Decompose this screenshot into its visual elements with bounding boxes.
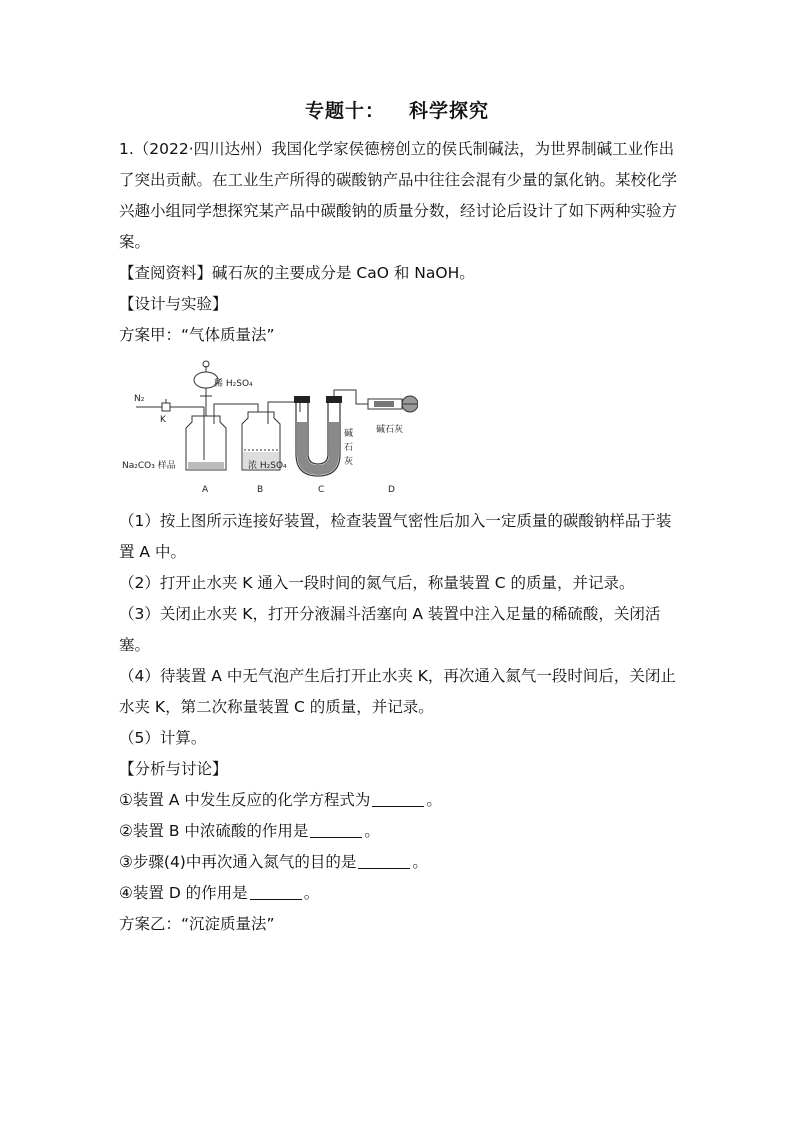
sample-label: Na₂CO₃ 样品 xyxy=(122,461,176,471)
analysis-item-3-text: ③步骤(4)中再次通入氮气的目的是 xyxy=(119,853,357,871)
design-heading: 【设计与实验】 xyxy=(119,295,228,313)
analysis-item-1-text: ①装置 A 中发生反应的化学方程式为 xyxy=(119,791,371,809)
analysis-item-2 xyxy=(119,816,679,847)
conc-acid-label: 浓 H₂SO₄ xyxy=(248,461,287,471)
info-line: 【查阅资料】碱石灰的主要成分是 CaO 和 NaOH。 xyxy=(119,264,475,282)
label-c: C xyxy=(318,485,325,495)
label-a: A xyxy=(202,485,209,495)
analysis-item-1 xyxy=(119,785,679,816)
step-1: （1）按上图所示连接好装置，检查装置气密性后加入一定质量的碳酸钠样品于装置 A 中。 xyxy=(119,512,672,561)
analysis-item-3 xyxy=(119,847,679,878)
step-2: （2）打开止水夹 K 通入一段时间的氮气后，称量装置 C 的质量，并记录。 xyxy=(119,574,635,592)
step-4: （4）待装置 A 中无气泡产生后打开止水夹 K，再次通入氮气一段时间后，关闭止水夹 K，第二次称量装置 C 的质量，并记录。 xyxy=(119,667,676,716)
page-title xyxy=(0,96,794,123)
k-label: K xyxy=(160,415,166,425)
flask-a-icon xyxy=(186,416,226,470)
question-intro: 1.（2022·四川达州）我国化学家侯德榜创立的侯氏制碱法，为世界制碱工业作出了突出贡献。在工业生产所得的碳酸钠产品中往往会混有少量的氯化钠。某校化学兴趣小组同学想探究某产品中碳酸钠的质量分数，经讨论后设计了如下两种实验方案。 xyxy=(119,140,678,251)
question-body xyxy=(119,134,679,940)
analysis-heading: 【分析与讨论】 xyxy=(119,760,228,778)
dilute-acid-label: 稀 H₂SO₄ xyxy=(214,379,253,389)
analysis-item-2-text: ②装置 B 中浓硫酸的作用是 xyxy=(119,822,309,840)
title-part2: 科学探究 xyxy=(409,100,490,122)
step-3: （3）关闭止水夹 K，打开分液漏斗活塞向 A 装置中注入足量的稀硫酸，关闭活塞。 xyxy=(119,605,661,654)
analysis-item-4 xyxy=(119,878,679,909)
answer-blank[interactable] xyxy=(372,790,424,807)
title-part1: 专题十： xyxy=(304,100,385,122)
analysis-item-3-end: 。 xyxy=(412,853,428,871)
answer-blank[interactable] xyxy=(310,821,362,838)
answer-blank[interactable] xyxy=(358,852,410,869)
analysis-item-1-end: 。 xyxy=(426,791,442,809)
apparatus-diagram xyxy=(118,352,418,498)
valve-k-icon xyxy=(162,403,170,411)
analysis-item-4-text: ④装置 D 的作用是 xyxy=(119,884,248,902)
plan-a-line: 方案甲：“气体质量法” xyxy=(119,326,275,344)
label-d: D xyxy=(388,485,395,495)
answer-blank[interactable] xyxy=(250,883,302,900)
analysis-item-4-end: 。 xyxy=(303,884,320,902)
n2-label: N₂ xyxy=(134,394,145,404)
lime-c-label-3: 灰 xyxy=(344,457,354,467)
label-b: B xyxy=(257,485,264,495)
lime-c-label-2: 石 xyxy=(344,443,354,453)
step-5: （5）计算。 xyxy=(119,729,207,747)
analysis-item-2-end: 。 xyxy=(364,822,380,840)
lime-d-label: 碱石灰 xyxy=(376,425,404,435)
plan-b-line: 方案乙：“沉淀质量法” xyxy=(119,915,275,933)
lime-c-label-1: 碱 xyxy=(344,429,354,439)
